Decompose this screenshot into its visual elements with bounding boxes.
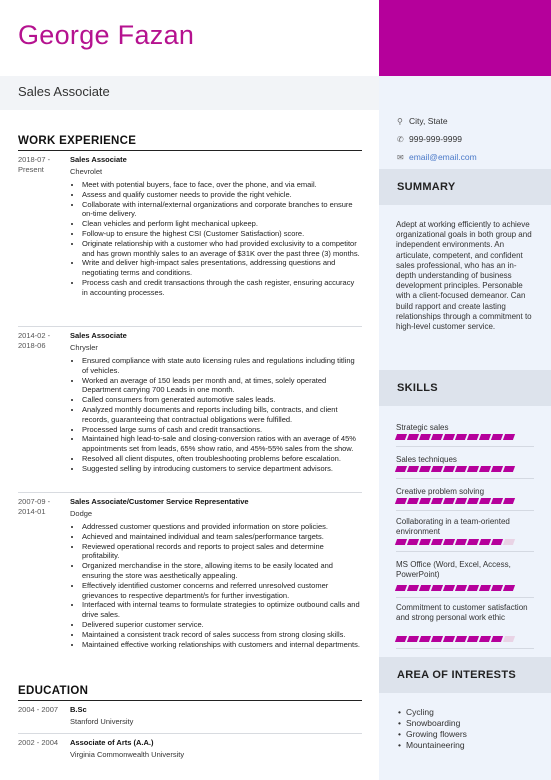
job-bullet: • Maintained a consistent track record of sales success from strong closing skills.	[82, 630, 362, 640]
job-bullets	[70, 522, 362, 649]
skill-level-segment	[443, 498, 455, 504]
summary-text: Adept at working efficiently to achieve organizational goals in both group and independent environments. An articulate, competent, and confident sales professional, who has an in-depth understanding of business development principles. Personable with a client-focused demeanor. Can build rapport and create lasting relationships through a commitment to high-level customer service.	[396, 220, 532, 332]
skill-level-bar	[396, 498, 514, 504]
job-bullet: • Originate relationship with a customer who had provided exclusivity to a competitor and has grown monthly sales to an average of $31K over the past three (3) months.	[82, 239, 362, 259]
skill-level-segment	[491, 539, 503, 545]
skill-level-segment	[467, 636, 479, 642]
job-title: Sales Associate	[70, 331, 127, 340]
skill-level-segment	[503, 585, 515, 591]
skill-level-segment	[395, 636, 407, 642]
skill-divider	[396, 597, 534, 598]
skill-level-bar	[396, 636, 514, 642]
skill-level-segment	[407, 636, 419, 642]
summary-header	[379, 169, 551, 205]
job-bullet: • Reviewed operational records and reports to project sales and determine profitability.	[82, 542, 362, 562]
skill-level-segment	[503, 498, 515, 504]
education-dates: 2004 - 2007	[18, 705, 59, 714]
skill-label: Commitment to customer satisfaction and strong personal work ethic	[396, 603, 528, 622]
skill-level-segment	[431, 466, 443, 472]
skill-level-segment	[491, 636, 503, 642]
interest-item: • Cycling	[398, 707, 467, 718]
skill-level-segment	[431, 539, 443, 545]
skill-level-segment	[503, 434, 515, 440]
skill-level-segment	[419, 539, 431, 545]
job-dates: 2007-09 - 2014-01	[18, 497, 51, 516]
skill-level-segment	[467, 434, 479, 440]
skill-level-segment	[431, 434, 443, 440]
skill-level-segment	[443, 539, 455, 545]
education-school: Virginia Commonwealth University	[70, 750, 185, 759]
job-bullet: • Collaborate with internal/external organizations and corporate branches to ensure on-time delivery.	[82, 200, 362, 220]
skill-level-segment	[455, 636, 467, 642]
skill-level-bar	[396, 434, 514, 440]
skill-level-segment	[479, 585, 491, 591]
job-bullet: • Clean vehicles and perform light mechanical upkeep.	[82, 219, 362, 229]
job-bullet: • Suggested selling by introducing customers to service department advisors.	[82, 464, 362, 474]
skill-label: Creative problem solving	[396, 487, 485, 496]
job-dates: 2018-07 - Present	[18, 155, 51, 174]
skill-level-segment	[503, 466, 515, 472]
job-bullet: • Organized merchandise in the store, allowing items to be easily located and ensuring the store was aesthetically appealing.	[82, 561, 362, 581]
job-title-subtitle: Sales Associate	[18, 84, 110, 99]
email-link[interactable]: email@email.com	[409, 152, 477, 162]
job-bullet: • Analyzed monthly documents and reports including bills, contracts, and client records, guaranteeing that contractual obligations were fulfilled.	[82, 405, 362, 425]
education-degree: Associate of Arts (A.A.)	[70, 738, 154, 747]
skill-level-bar	[396, 539, 514, 545]
skill-level-segment	[407, 585, 419, 591]
job-title: Sales Associate	[70, 155, 127, 164]
job-company: Chevrolet	[70, 167, 103, 176]
skill-label: Strategic sales	[396, 423, 449, 432]
phone-icon: ✆	[397, 135, 404, 144]
skill-level-segment	[455, 539, 467, 545]
experience-heading: WORK EXPERIENCE	[18, 135, 137, 147]
skill-level-segment	[467, 498, 479, 504]
skill-level-segment	[479, 434, 491, 440]
skill-divider	[396, 478, 534, 479]
skill-level-segment	[419, 466, 431, 472]
skill-divider	[396, 446, 534, 447]
skill-level-segment	[419, 498, 431, 504]
skill-label: Sales techniques	[396, 455, 457, 464]
skill-level-segment	[455, 585, 467, 591]
job-bullet: • Write and deliver high-impact sales presentations, addressing questions and negotiating terms and conditions.	[82, 258, 362, 278]
job-title: Sales Associate/Customer Service Representative	[70, 497, 249, 506]
contact-location: ⚲ City, State	[397, 116, 448, 126]
education-dates: 2002 - 2004	[18, 738, 59, 747]
skill-level-segment	[443, 466, 455, 472]
interest-item: • Snowboarding	[398, 718, 467, 729]
interests-header	[379, 657, 551, 693]
skill-level-segment	[443, 585, 455, 591]
skill-divider	[396, 510, 534, 511]
skill-level-segment	[419, 434, 431, 440]
skill-level-segment	[443, 636, 455, 642]
job-bullet: • Addressed customer questions and provided information on store policies.	[82, 522, 362, 532]
education-degree: B.Sc	[70, 705, 87, 714]
skill-level-segment	[431, 636, 443, 642]
skill-level-segment	[503, 539, 515, 545]
skill-level-segment	[443, 434, 455, 440]
job-bullet: • Ensured compliance with state auto licensing rules and regulations including titling of vehicles.	[82, 356, 362, 376]
skill-level-segment	[395, 498, 407, 504]
skill-level-segment	[395, 434, 407, 440]
skill-level-segment	[467, 466, 479, 472]
skill-level-segment	[431, 498, 443, 504]
job-bullet: • Achieved and maintained individual and team sales/performance targets.	[82, 532, 362, 542]
interest-item: • Mountaineering	[398, 740, 467, 751]
skill-level-segment	[395, 466, 407, 472]
skill-level-segment	[491, 466, 503, 472]
experience-rule	[18, 150, 362, 151]
skill-level-segment	[419, 585, 431, 591]
summary-heading: SUMMARY	[397, 181, 456, 193]
candidate-name: George Fazan	[18, 20, 195, 50]
header-accent-bar	[379, 0, 551, 76]
job-bullet: • Meet with potential buyers, face to face, over the phone, and via email.	[82, 180, 362, 190]
job-bullet: • Interfaced with internal teams to formulate strategies to optimize outbound calls and drive sales.	[82, 600, 362, 620]
job-bullet: • Follow-up to ensure the highest CSI (Customer Satisfaction) score.	[82, 229, 362, 239]
skill-level-segment	[407, 498, 419, 504]
skill-level-segment	[395, 585, 407, 591]
skills-heading: SKILLS	[397, 382, 438, 394]
interest-item: • Growing flowers	[398, 729, 467, 740]
skill-level-segment	[479, 466, 491, 472]
job-bullet: • Maintained high lead-to-sale and closing-conversion ratios with an average of 45% appointments set from leads, 65% show ratio, and 45%-55% sales from the show.	[82, 434, 362, 454]
skill-level-segment	[455, 434, 467, 440]
job-dates: 2014-02 - 2018-06	[18, 331, 51, 350]
contact-email[interactable]	[397, 152, 477, 162]
skill-level-segment	[479, 498, 491, 504]
education-heading: EDUCATION	[18, 685, 89, 697]
skill-level-segment	[419, 636, 431, 642]
job-bullet: • Delivered superior customer service.	[82, 620, 362, 630]
skill-level-segment	[479, 636, 491, 642]
interests-list	[398, 707, 467, 751]
education-rule	[18, 700, 362, 701]
job-bullet: • Effectively identified customer concerns and referred unresolved customer grievances to respective department/s for further investigation.	[82, 581, 362, 601]
job-bullets	[70, 180, 362, 298]
contact-phone: ✆ 999-999-9999	[397, 134, 462, 144]
skills-header	[379, 370, 551, 406]
skill-level-segment	[491, 585, 503, 591]
job-bullet: • Resolved all client disputes, often troubleshooting problems before escalation.	[82, 454, 362, 464]
email-icon: ✉	[397, 153, 404, 162]
skill-level-segment	[479, 539, 491, 545]
job-divider	[18, 492, 362, 493]
skill-level-segment	[455, 498, 467, 504]
skill-level-segment	[467, 585, 479, 591]
skill-level-segment	[491, 498, 503, 504]
skill-level-segment	[431, 585, 443, 591]
skill-label: MS Office (Word, Excel, Access, PowerPoint)	[396, 560, 511, 579]
skill-level-segment	[467, 539, 479, 545]
job-bullet: • Processed large sums of cash and credit transactions.	[82, 425, 362, 435]
skill-divider	[396, 551, 534, 552]
skill-level-segment	[407, 434, 419, 440]
education-divider	[18, 733, 362, 734]
skill-level-segment	[407, 466, 419, 472]
job-bullet: • Maintained effective working relationships with customers and internal departments.	[82, 640, 362, 650]
skill-level-segment	[407, 539, 419, 545]
job-divider	[18, 326, 362, 327]
skill-level-segment	[503, 636, 515, 642]
skill-level-bar	[396, 585, 514, 591]
education-school: Stanford University	[70, 717, 134, 726]
skill-label: Collaborating in a team-oriented environment	[396, 517, 510, 536]
skill-level-bar	[396, 466, 514, 472]
job-bullet: • Called consumers from generated automotive sales leads.	[82, 395, 362, 405]
location-pin-icon: ⚲	[397, 117, 403, 126]
job-company: Chrysler	[70, 343, 98, 352]
job-bullets	[70, 356, 362, 474]
job-company: Dodge	[70, 509, 93, 518]
skill-divider	[396, 648, 534, 649]
skill-level-segment	[395, 539, 407, 545]
job-bullet: • Process cash and credit transactions through the cash register, ensuring accuracy in accounting processes.	[82, 278, 362, 298]
interests-heading: AREA OF INTERESTS	[397, 669, 516, 681]
skill-level-segment	[455, 466, 467, 472]
job-bullet: • Assess and qualify customer needs to provide the right vehicle.	[82, 190, 362, 200]
skill-level-segment	[491, 434, 503, 440]
job-bullet: • Worked an average of 150 leads per month and, at times, solely operated Department carrying 700 Leads in one month.	[82, 376, 362, 396]
